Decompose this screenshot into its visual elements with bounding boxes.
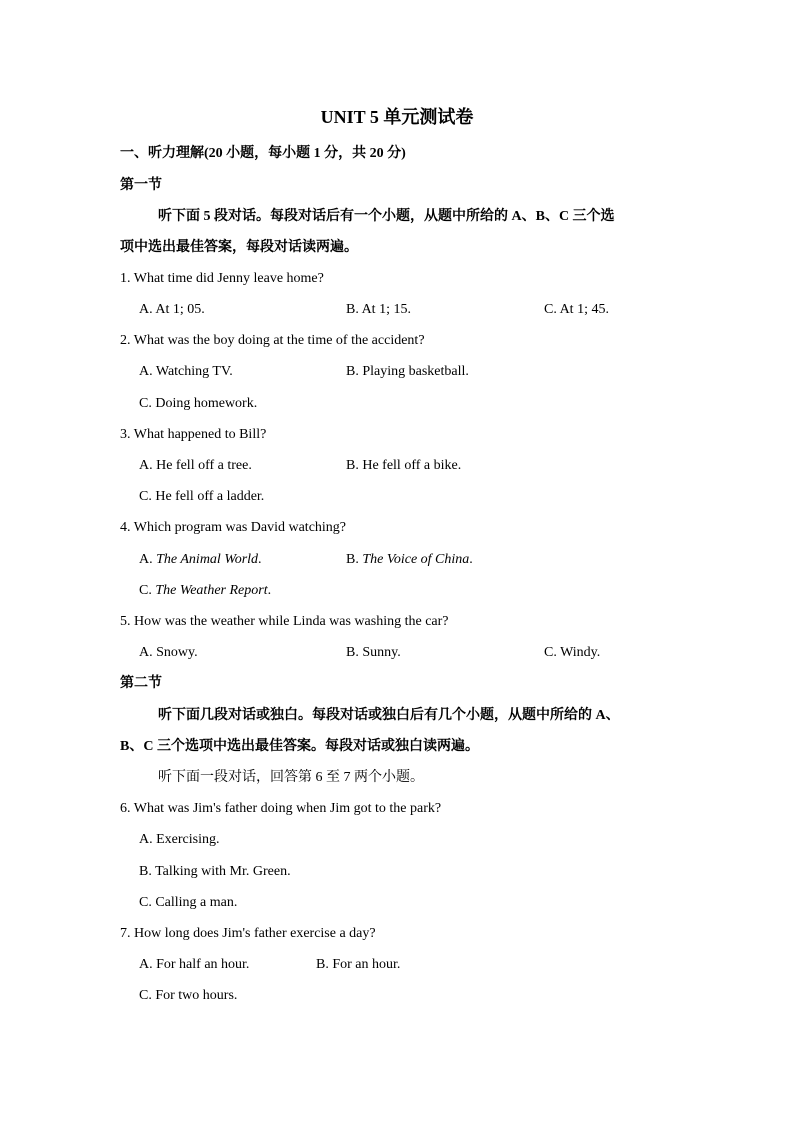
question-stem: 3. What happened to Bill? — [120, 427, 267, 442]
part-instruction: B、C 三个选项中选出最佳答案。每段对话或独白读两遍。 — [120, 739, 479, 754]
option-b: B. Talking with Mr. Green. — [139, 864, 291, 879]
option-c: C. He fell off a ladder. — [139, 489, 265, 504]
period: . — [267, 583, 272, 598]
option-c — [139, 582, 271, 600]
option-a: A. He fell off a tree. — [139, 458, 252, 473]
part-label: 第二节 — [120, 676, 162, 691]
question-stem: 5. How was the weather while Linda was washing the car? — [120, 614, 449, 629]
option-b: B. For an hour. — [316, 957, 401, 972]
part-instruction: 听下面几段对话或独白。每段对话或独白后有几个小题，从题中所给的 A、 — [158, 708, 620, 723]
option-prefix: A. — [139, 552, 157, 567]
part-label: 第一节 — [120, 178, 162, 193]
question-stem: 2. What was the boy doing at the time of the accident? — [120, 333, 425, 348]
option-c: C. Calling a man. — [139, 895, 238, 910]
option-a: A. Watching TV. — [139, 364, 233, 379]
page-title: UNIT 5 单元测试卷 — [320, 107, 474, 127]
option-a: A. For half an hour. — [139, 957, 250, 972]
question-stem: 7. How long does Jim's father exercise a day? — [120, 926, 376, 941]
option-c: C. For two hours. — [139, 988, 238, 1003]
option-c: C. Windy. — [544, 645, 601, 660]
option-prefix: C. — [139, 583, 156, 598]
option-b: B. Sunny. — [346, 645, 401, 660]
part-instruction: 听下面 5 段对话。每段对话后有一个小题，从题中所给的 A、B、C 三个选 — [158, 209, 615, 224]
period: . — [469, 552, 473, 567]
section-heading: 一、听力理解(20 小题，每小题 1 分，共 20 分) — [120, 146, 406, 161]
option-b: B. He fell off a bike. — [346, 458, 462, 473]
program-title: The Weather Report — [155, 583, 268, 598]
option-c: C. Doing homework. — [139, 396, 258, 411]
part-instruction: 项中选出最佳答案，每段对话读两遍。 — [120, 240, 358, 255]
option-a — [139, 551, 262, 569]
option-prefix: B. — [346, 552, 363, 567]
period: . — [258, 552, 262, 567]
option-b: B. At 1; 15. — [346, 302, 411, 317]
option-a: A. Exercising. — [139, 832, 220, 847]
option-a: A. At 1; 05. — [139, 302, 205, 317]
question-stem: 6. What was Jim's father doing when Jim got to the park? — [120, 801, 442, 816]
option-c: C. At 1; 45. — [544, 302, 609, 317]
option-b: B. Playing basketball. — [346, 364, 469, 379]
question-stem: 1. What time did Jenny leave home? — [120, 271, 324, 286]
sub-instruction: 听下面一段对话，回答第 6 至 7 两个小题。 — [158, 770, 424, 785]
option-a: A. Snowy. — [139, 645, 198, 660]
option-b — [346, 551, 473, 569]
program-title: The Voice of China — [362, 552, 470, 567]
question-stem: 4. Which program was David watching? — [120, 520, 347, 535]
program-title: The Animal World — [156, 552, 259, 567]
